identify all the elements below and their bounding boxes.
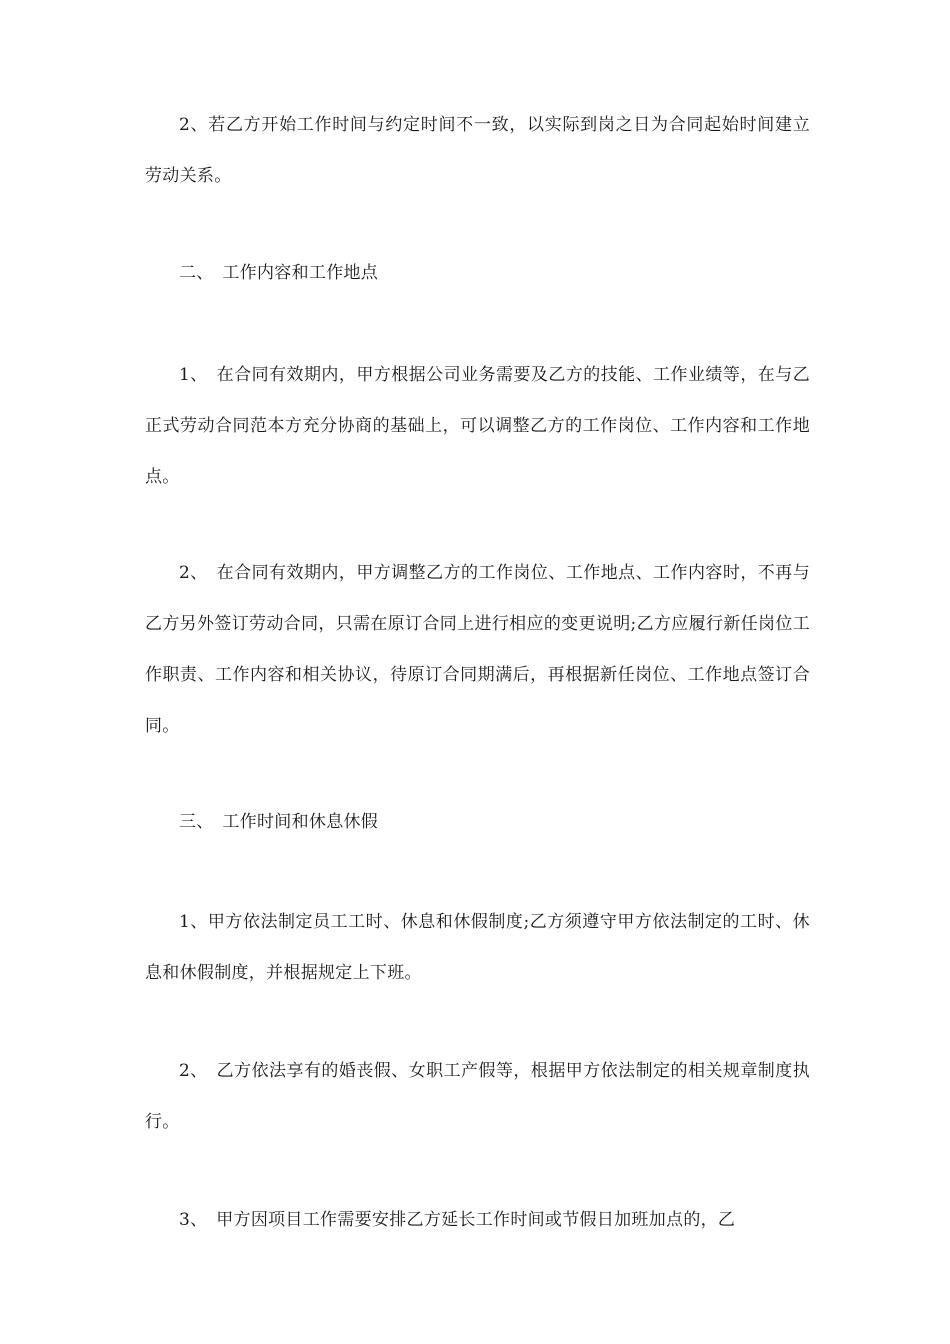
section-heading-work-time: 三、 工作时间和休息休假 (179, 812, 379, 832)
paragraph-start-date: 2、若乙方开始工作时间与约定时间不一致，以实际到岗之日为合同起始时间建立劳动关系。 (145, 115, 810, 186)
paragraph-adjust-position: 1、 在合同有效期内，甲方根据公司业务需要及乙方的技能、工作业绩等，在与乙正式劳动合同范本方充分协商的基础上，可以调整乙方的工作岗位、工作内容和工作地点。 (145, 365, 810, 487)
paragraph-leave: 2、 乙方依法享有的婚丧假、女职工产假等，根据甲方依法制定的相关规章制度执行。 (145, 1061, 810, 1132)
section-heading-work-content: 二、 工作内容和工作地点 (179, 263, 379, 283)
paragraph-overtime: 3、 甲方因项目工作需要安排乙方延长工作时间或节假日加班加点的，乙 (179, 1210, 736, 1230)
paragraph-work-hours: 1、甲方依法制定员工工时、休息和休假制度;乙方须遵守甲方依法制定的工时、休息和休假制度，并根据规定上下班。 (145, 912, 810, 983)
paragraph-position-change: 2、 在合同有效期内，甲方调整乙方的工作岗位、工作地点、工作内容时，不再与乙方另外签订劳动合同，只需在原订合同上进行相应的变更说明;乙方应履行新任岗位工作职责、工作内容和相关协议，待原订合同期满后，再根据新任岗位、工作地点签订合同。 (145, 563, 810, 736)
